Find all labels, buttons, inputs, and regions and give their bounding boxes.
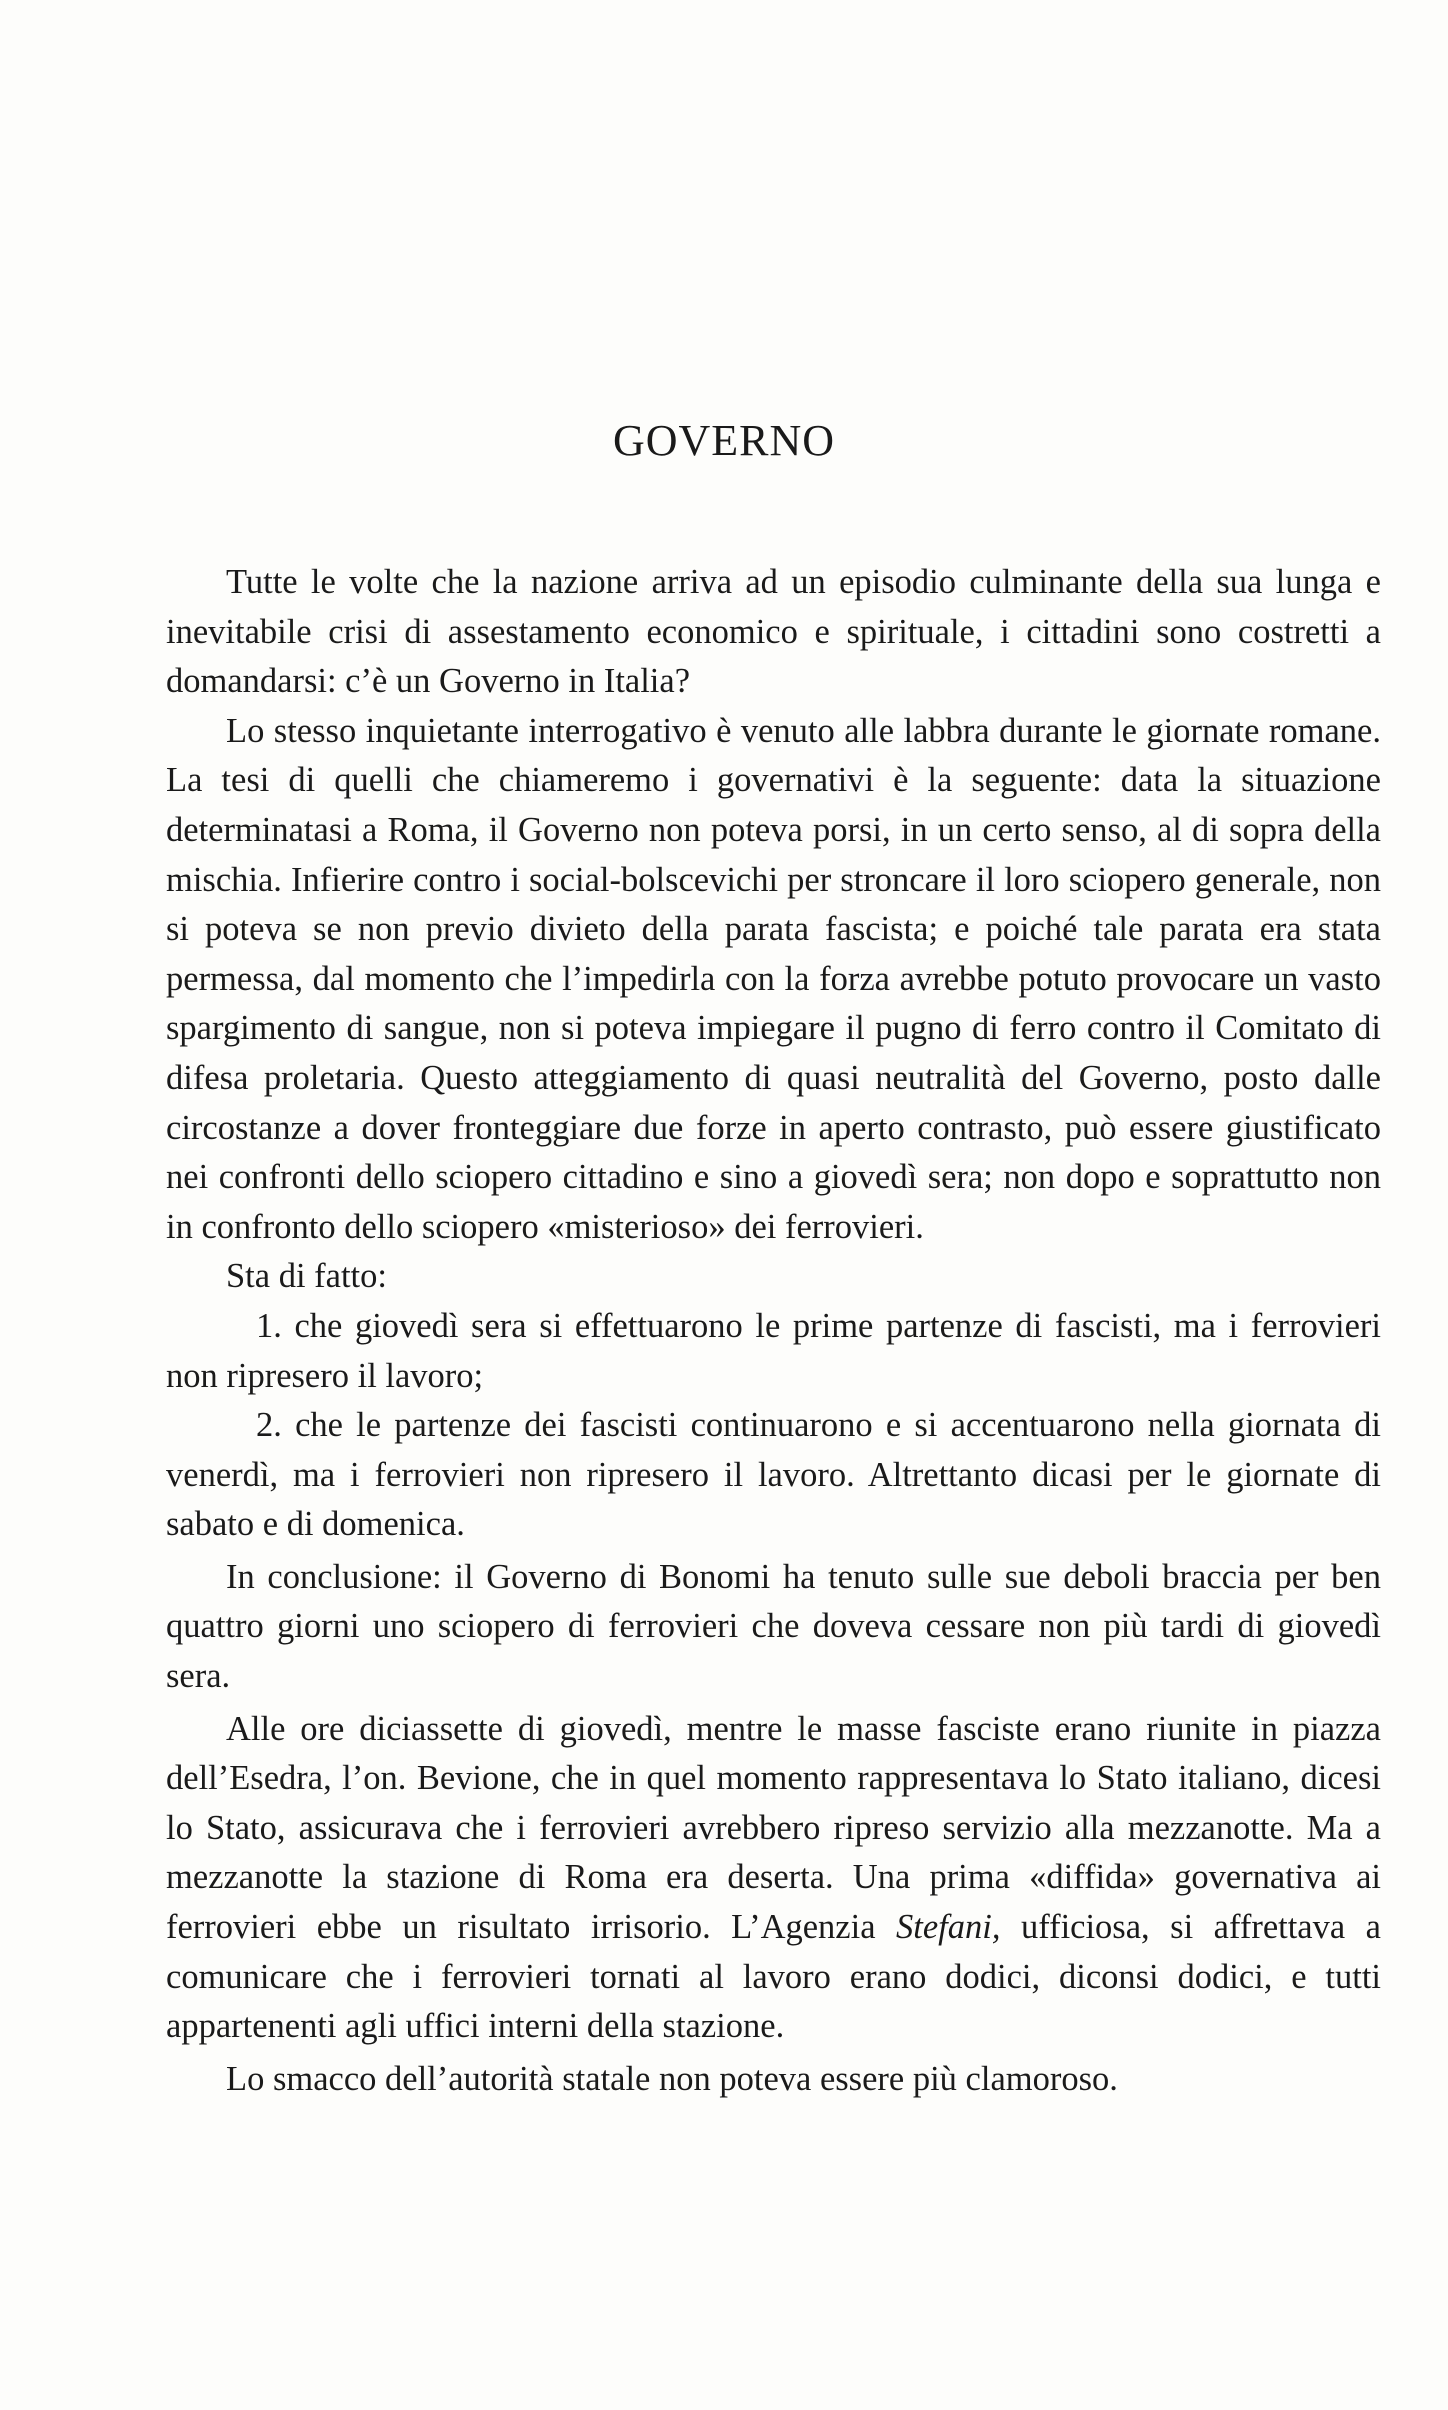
page-title: GOVERNO: [612, 416, 836, 465]
paragraph-3: Sta di fatto:: [226, 1257, 387, 1296]
list-item-2: 2. che le partenze dei fascisti continuarono e si accentuarono nella giornata di venerdì, ma i ferrovieri non ripresero il lavoro. Altrettanto dicasi per le giornate di sabato e di domenica.: [166, 1406, 1381, 1544]
paragraph-5: [166, 1705, 1381, 2052]
body-text: [166, 558, 1381, 2104]
paragraph-5-start: Alle ore diciassette di giovedì, mentre le masse fasciste erano riunite in piazza dell’Esedra, l’on. Bevione, che in quel momento rappresentava lo Stato italiano, dicesi lo Stato, assicurava che i ferrovieri avrebbero ripreso servizio alla mezzanotte. Ma a mezzanotte la stazione di Roma era deserta. Una prima «diffida» governativa ai ferrovieri ebbe un risultato irrisorio. L’Agenzia: [166, 1709, 1381, 1947]
paragraph-4: In conclusione: il Governo di Bonomi ha tenuto sulle sue deboli braccia per ben quattro giorni uno sciopero di ferrovieri che doveva cessare non più tardi di giovedì sera.: [166, 1557, 1381, 1696]
list-item-1: 1. che giovedì sera si effettuarono le prime partenze di fascisti, ma i ferrovieri non ripresero il lavoro;: [166, 1306, 1381, 1395]
paragraph-5-end: ufficiosa, si affrettava a comunicare che i ferrovieri tornati al lavoro erano dodici, diconsi dodici, e tutti appartenenti agli uffici interni della stazione.: [166, 1908, 1381, 2046]
paragraph-6: Lo smacco dell’autorità statale non poteva essere più clamoroso.: [226, 2059, 1118, 2098]
agency-name: Stefani,: [896, 1908, 1001, 1947]
paragraph-2: Lo stesso inquietante interrogativo è venuto alle labbra durante le giornate romane. La tesi di quelli che chiameremo i governativi è la seguente: data la situazione determinatasi a Roma, il Governo non poteva porsi, in un certo senso, al di sopra della mischia. Infierire contro i social-bolscevichi per stroncare il loro sciopero generale, non si poteva se non previo divieto della parata fascista; e poiché tale parata era stata permessa, dal momento che l’impedirla con la forza avrebbe potuto provocare un vasto spargimento di sangue, non si poteva impiegare il pugno di ferro contro il Comitato di difesa proletaria. Questo atteggiamento di quasi neutralità del Governo, posto dalle circostanze a dover fronteggiare due forze in aperto contrasto, può essere giustificato nei confronti dello sciopero cittadino e sino a giovedì sera; non dopo e soprattutto non in confronto dello sciopero «misterioso» dei ferrovieri.: [166, 711, 1381, 1246]
paragraph-1: Tutte le volte che la nazione arriva ad un episodio culminante della sua lunga e inevitabile crisi di assestamento economico e spirituale, i cittadini sono costretti a domandarsi: c’è un Governo in Italia?: [166, 563, 1381, 701]
